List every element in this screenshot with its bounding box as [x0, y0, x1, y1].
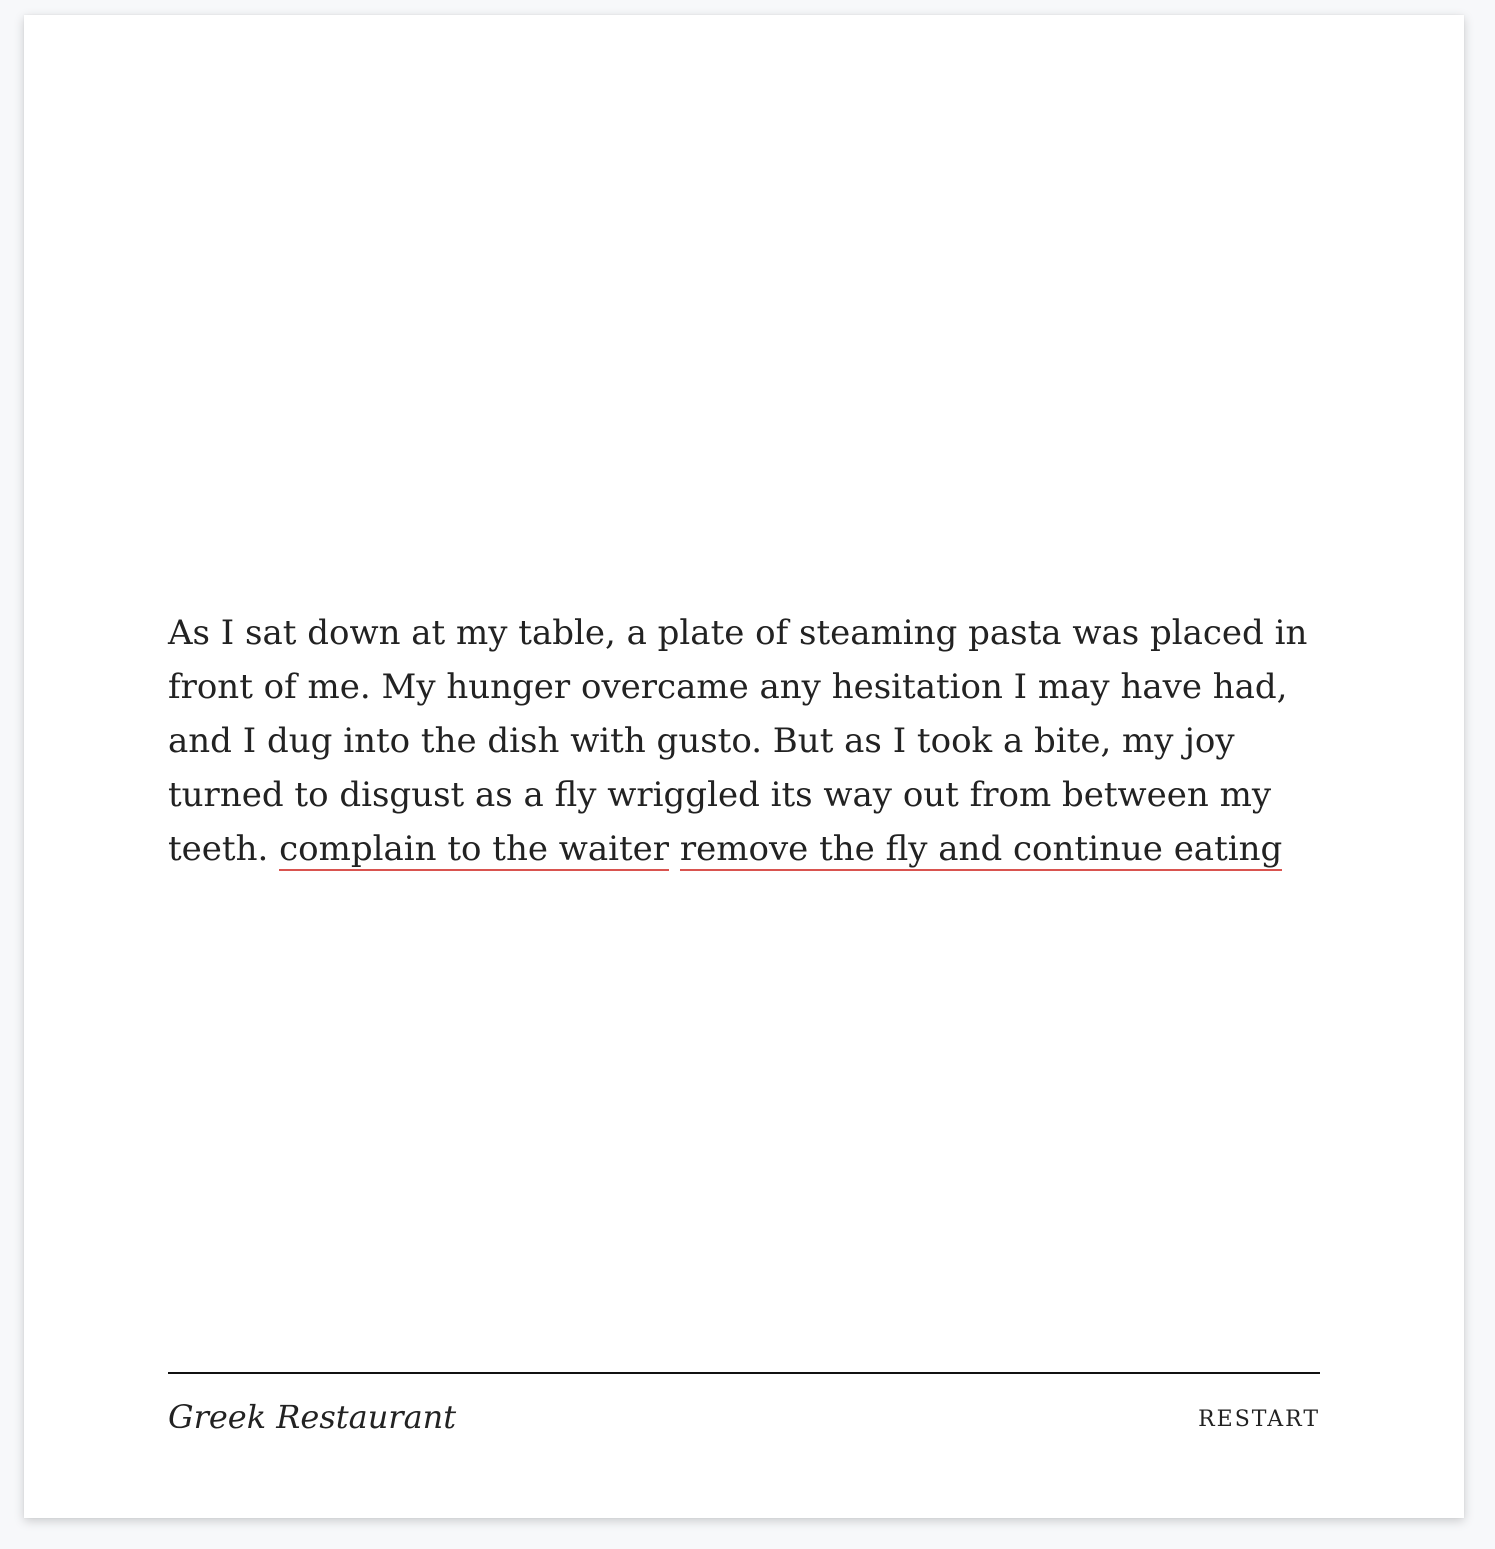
footer-divider: [168, 1372, 1320, 1374]
choice-complain-to-waiter[interactable]: complain to the waiter: [279, 829, 670, 869]
story-page: [24, 15, 1464, 1518]
restart-button[interactable]: RESTART: [1198, 1407, 1320, 1432]
story-text: As I sat down at my table, a plate of steaming pasta was placed in front of me. My hunger overcame any hesitation I may have had, and I dug into the dish with gusto. But as I took a bite, my joy turned to disgust as a fly wriggled its way out from between my teeth.: [168, 613, 1308, 869]
story-passage: [168, 606, 1328, 876]
choice-remove-fly-continue-eating[interactable]: remove the fly and continue eating: [679, 829, 1283, 869]
story-title: Greek Restaurant: [168, 1398, 457, 1436]
